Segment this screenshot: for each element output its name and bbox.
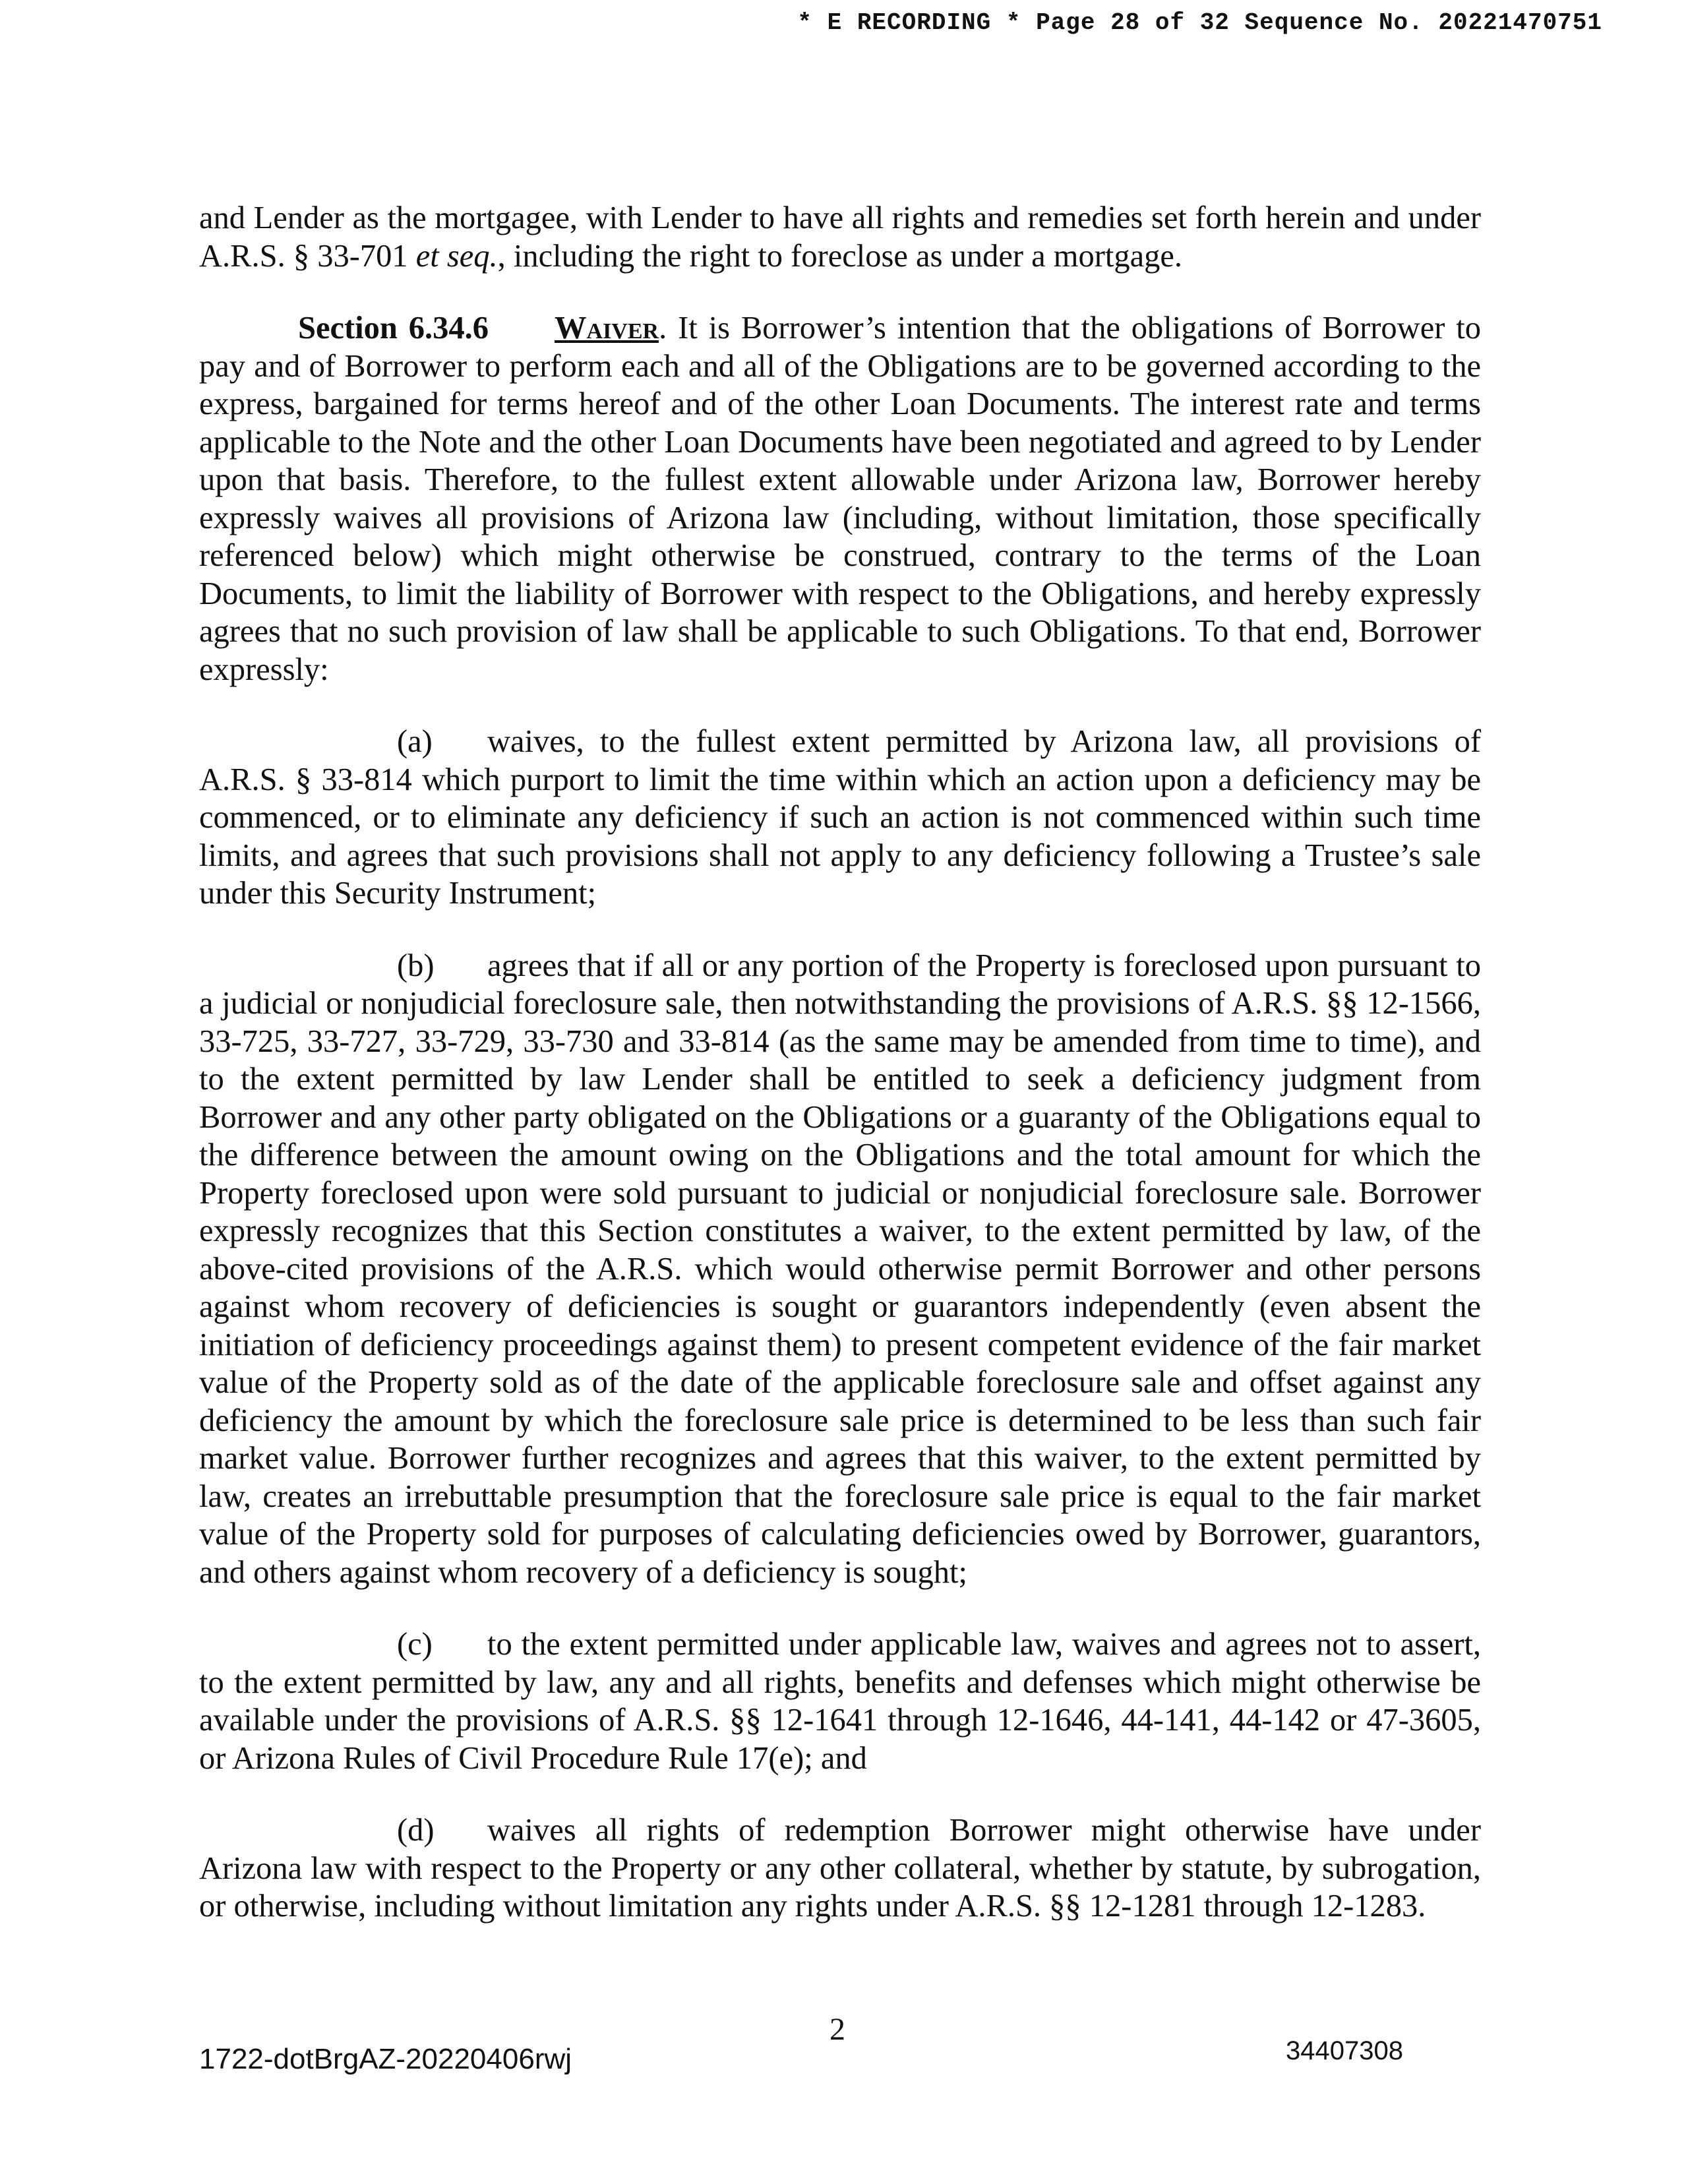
footer-document-id: 1722-dotBrgAZ-20220406rwj xyxy=(199,2043,572,2075)
subsection-label: (a) xyxy=(397,724,433,759)
subsection-a xyxy=(199,723,1481,913)
intro-italic: et seq. xyxy=(415,238,498,274)
subsection-label: (b) xyxy=(397,948,435,983)
section-title: Waiver xyxy=(555,311,659,346)
subsection-label: (c) xyxy=(397,1627,433,1662)
subsection-c xyxy=(199,1625,1481,1777)
document-body xyxy=(199,199,1481,1926)
subsection-d xyxy=(199,1811,1481,1926)
recording-header: * E RECORDING * Page 28 of 32 Sequence No. 20221470751 xyxy=(797,9,1602,36)
subsection-text: agrees that if all or any portion of the Property is foreclosed upon pursuant to a judicial or nonjudicial foreclosure sale, then notwithstanding the provisions of A.R.S. §§ 12-1566, 33-725, 33-727, 33-729, 33-730 and 33-814 (as the same may be amended from time to time), and to the extent permitted by law Lender shall be entitled to seek a deficiency judgment from Borrower and any other party obligated on the Obligations or a guaranty of the Obligations equal to the difference between the amount owing on the Obligations and the total amount for which the Property foreclosed upon were sold pursuant to judicial or nonjudicial foreclosure sale. Borrower expressly recognizes that this Section constitutes a waiver, to the extent permitted by law, of the above-cited provisions of the A.R.S. which would otherwise permit Borrower and other persons against whom recovery of deficiencies is sought or guarantors independently (even absent the initiation of deficiency proceedings against them) to present competent evidence of the fair market value of the Property sold as of the date of the applicable foreclosure sale and offset against any deficiency the amount by which the foreclosure sale price is determined to be less than such fair market value. Borrower further recognizes and agrees that this waiver, to the extent permitted by law, creates an irrebuttable presumption that the foreclosure sale price is equal to the fair market value of the Property sold for purposes of calculating deficiencies owed by Borrower, guarantors, and others against whom recovery of a deficiency is sought; xyxy=(199,948,1481,1590)
footer-page-number: 2 xyxy=(829,2012,845,2047)
section-paragraph xyxy=(199,309,1481,688)
footer-document-number: 34407308 xyxy=(1286,2036,1403,2065)
intro-text: and Lender as the mortgagee, with Lender to have all rights and remedies set forth herein and under A.R.S. § 33-701 xyxy=(199,200,1481,274)
subsection-label: (d) xyxy=(397,1813,435,1848)
subsection-text: waives, to the fullest extent permitted by Arizona law, all provisions of A.R.S. § 33-814 which purport to limit the time within which an action upon a deficiency may be commenced, or to eliminate any deficiency if such an action is not commenced within such time limits, and agrees that such provisions shall not apply to any deficiency following a Trustee’s sale under this Security Instrument; xyxy=(199,724,1481,911)
subsection-text: to the extent permitted under applicable law, waives and agrees not to assert, to the extent permitted by law, any and all rights, benefits and defenses which might otherwise be available under the provisions of A.R.S. §§ 12-1641 through 12-1646, 44-141, 44-142 or 47-3605, or Arizona Rules of Civil Procedure Rule 17(e); and xyxy=(199,1627,1481,1776)
subsection-text: waives all rights of redemption Borrower might otherwise have under Arizona law with respect to the Property or any other collateral, whether by statute, by subrogation, or otherwise, including without limitation any rights under A.R.S. §§ 12-1281 through 12-1283. xyxy=(199,1813,1481,1924)
intro-text-end: , including the right to foreclose as under a mortgage. xyxy=(497,238,1183,274)
section-number: Section 6.34.6 xyxy=(298,311,489,346)
section-body: . It is Borrower’s intention that the obligations of Borrower to pay and of Borrower to perform each and all of the Obligations are to be governed according to the express, bargained for terms hereof and of the other Loan Documents. The interest rate and terms applicable to the Note and the other Loan Documents have been negotiated and agreed to by Lender upon that basis. Therefore, to the fullest extent allowable under Arizona law, Borrower hereby expressly waives all provisions of Arizona law (including, without limitation, those specifically referenced below) which might otherwise be construed, contrary to the terms of the Loan Documents, to limit the liability of Borrower with respect to the Obligations, and hereby expressly agrees that no such provision of law shall be applicable to such Obligations. To that end, Borrower expressly: xyxy=(199,311,1481,687)
subsection-b xyxy=(199,947,1481,1592)
intro-paragraph xyxy=(199,199,1481,275)
